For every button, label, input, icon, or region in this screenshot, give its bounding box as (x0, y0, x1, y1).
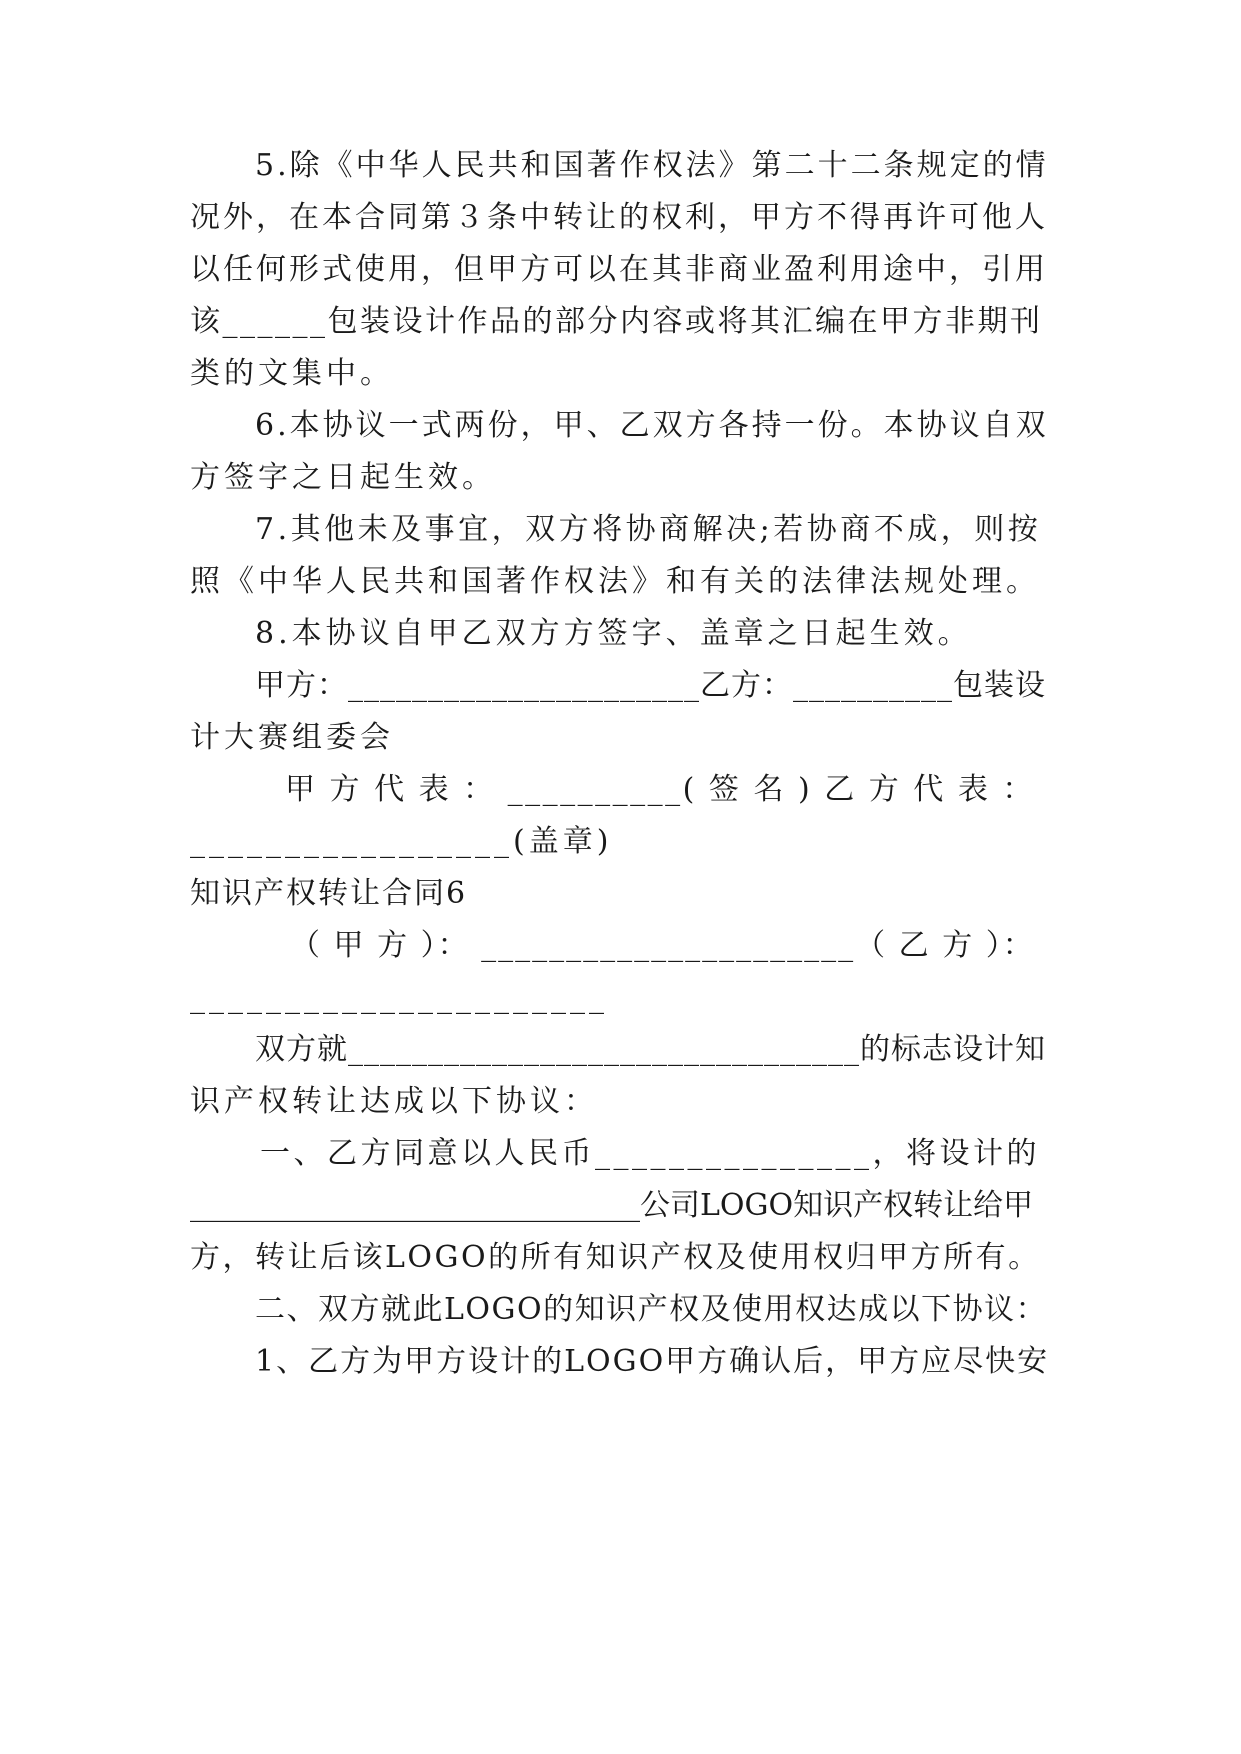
text-line: 照《中华人民共和国著作权法》和有关的法律法规处理。 (190, 564, 1040, 599)
text-line: 识产权转让达成以下协议： (190, 1084, 598, 1119)
signature-line-representatives: 甲 方 代 表 ： __________( 签 名 ) 乙 方 代 表 ： (285, 772, 1035, 807)
text-line: 二、双方就此LOGO的知识产权及使用权达成以下协议： (255, 1292, 1048, 1327)
text-line: ______________________ (190, 980, 608, 1015)
text-line: 方签字之日起生效。 (190, 460, 496, 495)
text-line: 方，转让后该LOGO的所有知识产权及使用权归甲方所有。 (190, 1240, 1041, 1275)
signature-line-parties: 甲方：______________________乙方：__________包装设 (255, 668, 1046, 703)
text-line: 以任何形式使用，但甲方可以在其非商业盈利用途中，引用 (190, 252, 1048, 287)
text-line: 况外，在本合同第３条中转让的权利，甲方不得再许可他人 (190, 200, 1048, 235)
text-line: 一、乙方同意以人民币_______________，将设计的 (260, 1136, 1040, 1171)
text-line: 双方就________________________________的标志设计知 (255, 1032, 1046, 1067)
party-line: （ 甲 方 ）： ______________________（ 乙 方 ）： (290, 928, 1035, 963)
text-line: 5.除《中华人民共和国著作权法》第二十二条规定的情 (255, 148, 1049, 183)
text-line: 6.本协议一式两份，甲、乙双方各持一份。本协议自双 (255, 408, 1049, 443)
text-line: 该______包装设计作品的部分内容或将其汇编在甲方非期刊 (190, 304, 1043, 339)
contract-title: 知识产权转让合同6 (190, 876, 468, 911)
text-line: 8.本协议自甲乙双方方签字、盖章之日起生效。 (255, 616, 972, 651)
text-line: 计大赛组委会 (190, 720, 394, 755)
text-line: 7.其他未及事宜，双方将协商解决;若协商不成，则按 (255, 512, 1042, 547)
text-line: 1、乙方为甲方设计的LOGO甲方确认后，甲方应尽快安 (255, 1344, 1050, 1379)
text-line: ______________________________公司LOGO知识产权转让给甲 (190, 1188, 1034, 1223)
text-line: 类的文集中。 (190, 356, 394, 391)
text-line: _________________(盖章) (190, 824, 613, 859)
